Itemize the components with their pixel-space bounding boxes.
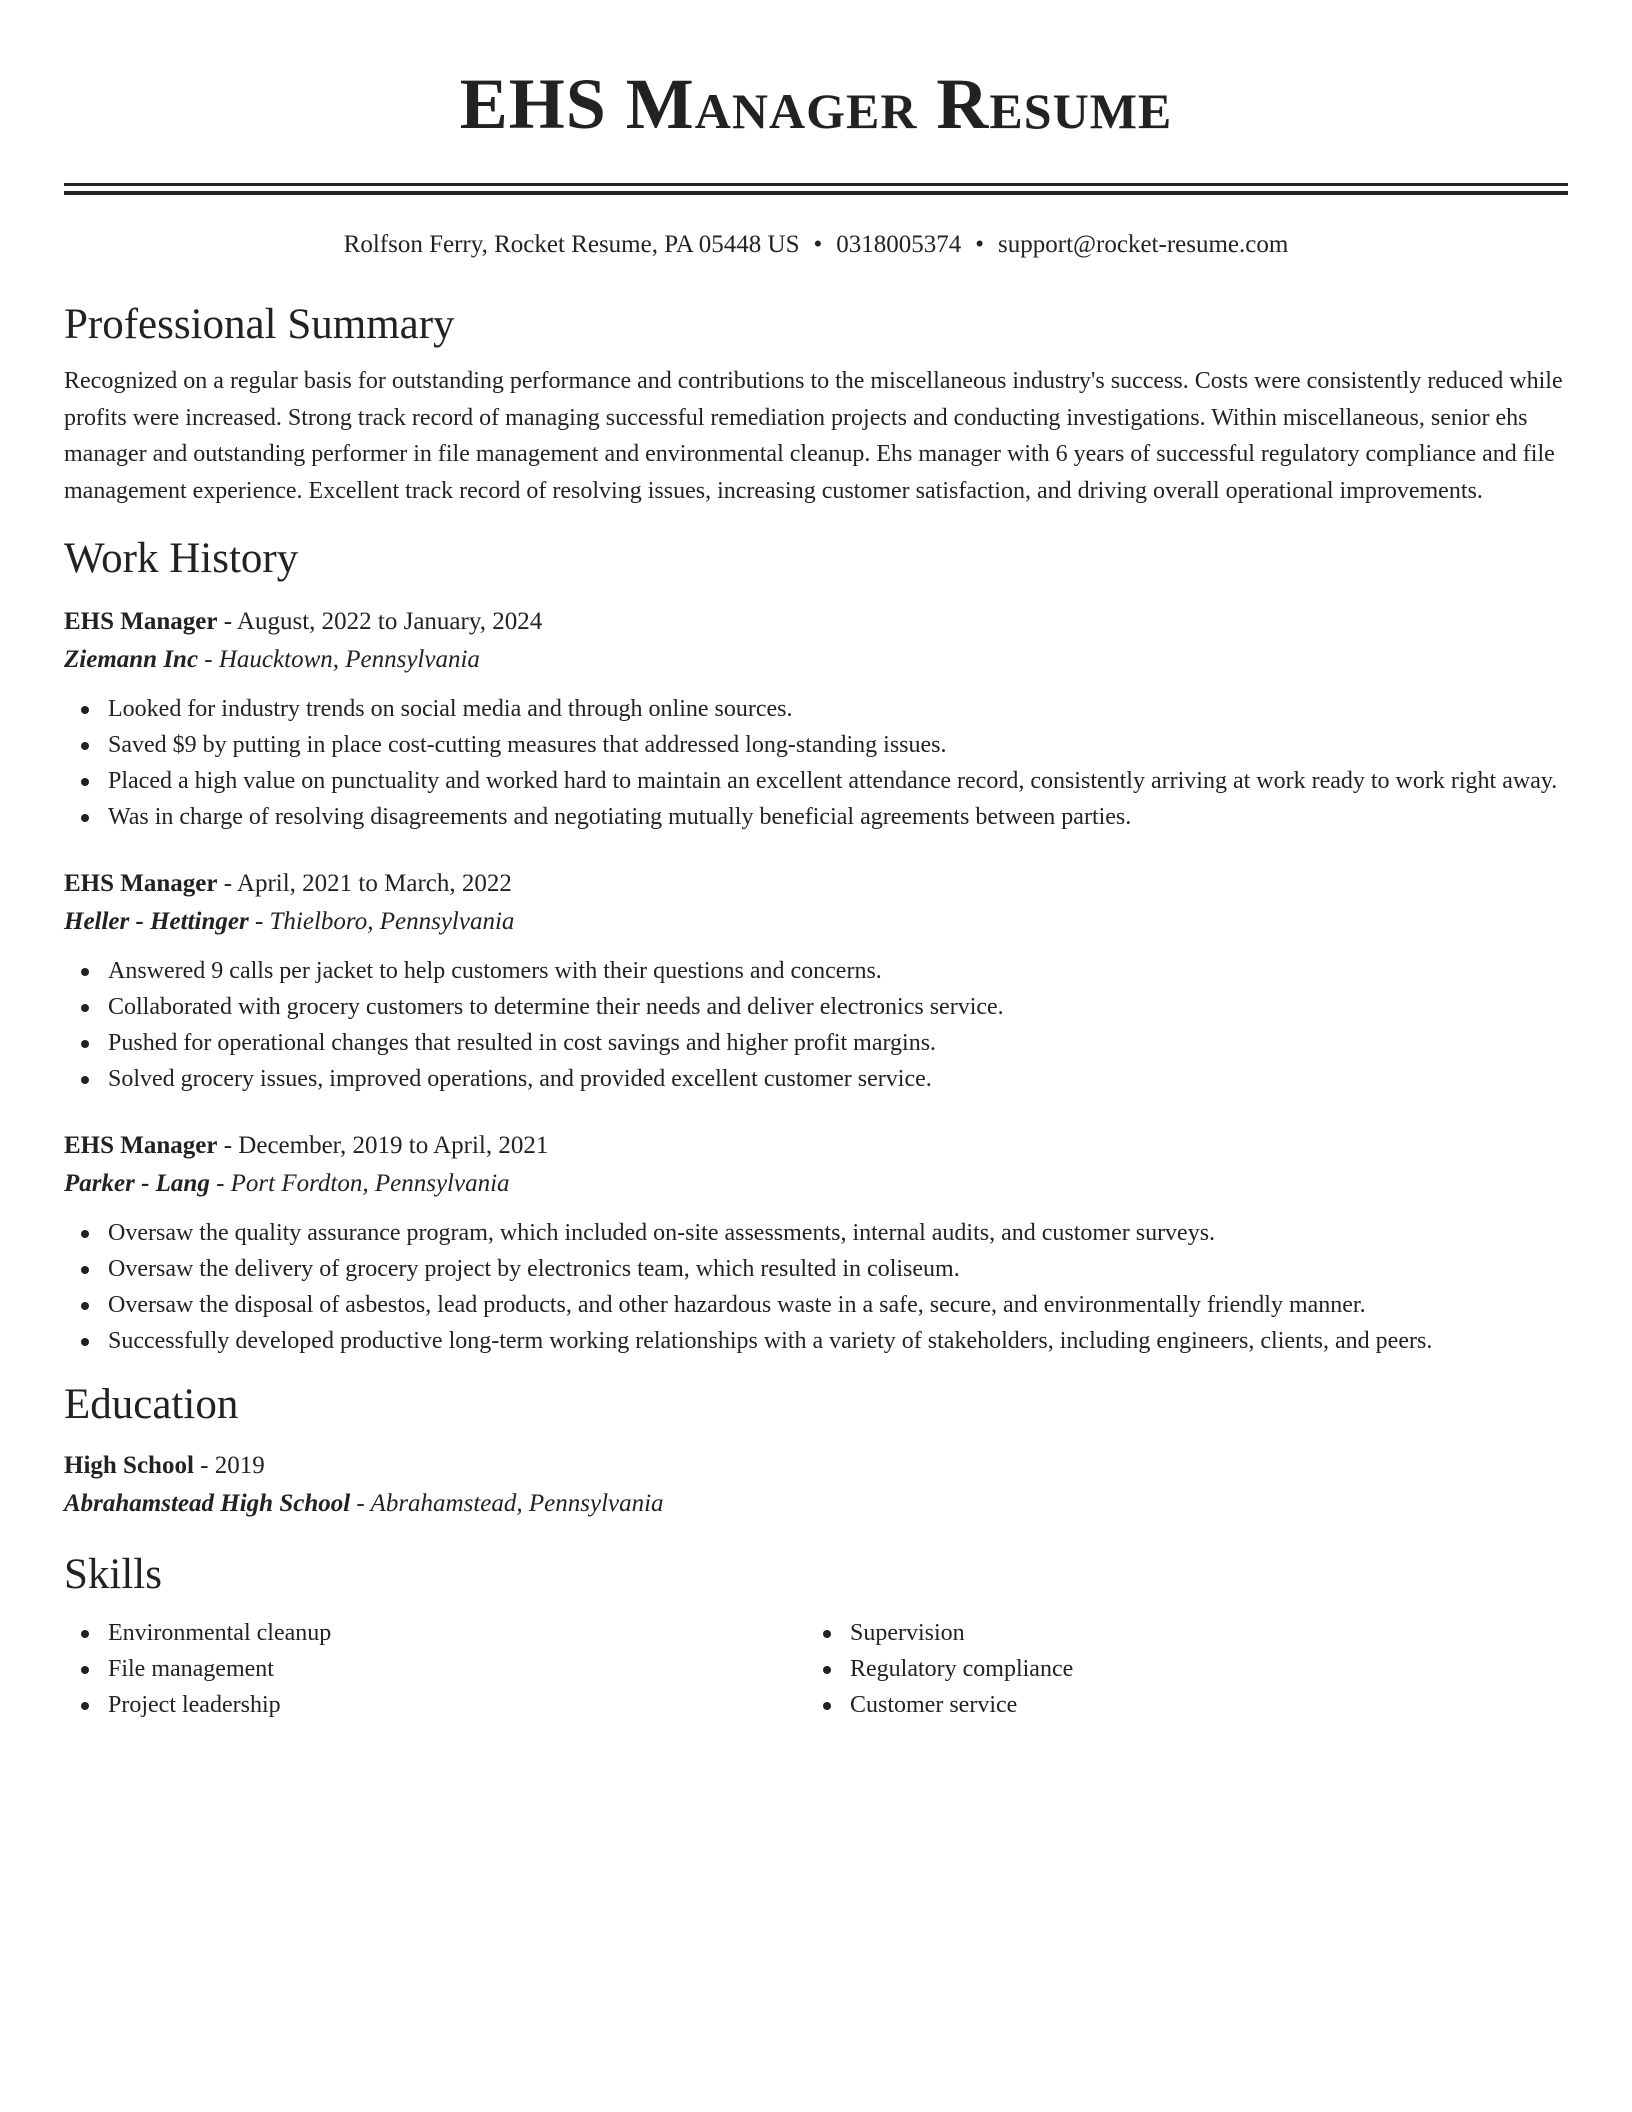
skills-heading: Skills [64,1551,162,1598]
job-dates: - December, 2019 to April, 2021 [217,1132,549,1159]
skills-column-right [806,1615,1548,1723]
job-bullet: Solved grocery issues, improved operations, and provided excellent customer service. [64,1061,1568,1097]
skills-grid [64,1615,1568,1723]
job-bullet: Collaborated with grocery customers to determine their needs and deliver electronics service. [64,989,1568,1025]
education-heading: Education [64,1381,239,1428]
job-location: - Port Fordton, Pennsylvania [209,1170,510,1197]
skill-item: Regulatory compliance [806,1651,1548,1687]
contact-email: support@rocket-resume.com [998,231,1289,258]
work-history-heading: Work History [64,535,299,582]
skill-item: Customer service [806,1687,1548,1723]
job-bullet: Oversaw the delivery of grocery project by electronics team, which resulted in coliseum. [64,1251,1568,1287]
job-dates: - April, 2021 to March, 2022 [217,870,512,897]
education-school: Abrahamstead High School [64,1490,351,1517]
resume-title: EHS Manager Resume [459,64,1173,144]
summary-heading: Professional Summary [64,301,455,348]
job-entry [64,1127,1568,1359]
contact-line [64,229,1568,261]
job-entry [64,865,1568,1097]
job-entry [64,603,1568,835]
degree-line [64,1447,1568,1485]
education-location: - Abrahamstead, Pennsylvania [350,1490,664,1517]
employer-line [64,903,1568,941]
education-year: - 2019 [193,1452,265,1479]
job-company: Parker - Lang [64,1170,210,1197]
skill-item: Environmental cleanup [64,1615,806,1651]
title-divider-top [64,183,1568,186]
title-divider-bottom [64,191,1568,195]
job-dates: - August, 2022 to January, 2024 [217,608,543,635]
skill-item: File management [64,1651,806,1687]
job-bullet: Pushed for operational changes that resulted in cost savings and higher profit margins. [64,1025,1568,1061]
job-bullets [64,1215,1568,1359]
job-role: EHS Manager [64,608,218,635]
skills-column-left [64,1615,806,1723]
job-bullet: Placed a high value on punctuality and worked hard to maintain an excellent attendance record, consistently arriving at work ready to work right away. [64,763,1568,799]
job-location: - Haucktown, Pennsylvania [198,646,480,673]
job-bullet: Answered 9 calls per jacket to help customers with their questions and concerns. [64,953,1568,989]
job-bullet: Oversaw the quality assurance program, which included on-site assessments, internal audits, and customer surveys. [64,1215,1568,1251]
summary-text: Recognized on a regular basis for outstanding performance and contributions to the miscellaneous industry's success. Costs were consistently reduced while profits were increased. Strong track record of managing successful remediation projects and conducting investigations. Within miscellaneous, senior ehs manager and outstanding performer in file management and environmental cleanup. Ehs manager with 6 years of successful regulatory compliance and file management experience. Excellent track record of resolving issues, increasing customer satisfaction, and driving overall operational improvements. [64,368,1563,504]
job-title-line [64,1127,1568,1165]
contact-phone: 0318005374 [836,231,962,258]
job-company: Heller - Hettinger [64,908,249,935]
contact-separator: • [813,231,823,258]
employer-line [64,641,1568,679]
school-line [64,1485,1568,1523]
job-bullets [64,953,1568,1097]
contact-address: Rolfson Ferry, Rocket Resume, PA 05448 US [343,231,800,258]
education-degree: High School [64,1452,194,1479]
job-bullets [64,691,1568,835]
contact-separator: • [975,231,985,258]
job-role: EHS Manager [64,1132,218,1159]
employer-line [64,1165,1568,1203]
job-bullet: Saved $9 by putting in place cost-cutting measures that addressed long-standing issues. [64,727,1568,763]
job-bullet: Was in charge of resolving disagreements and negotiating mutually beneficial agreements between parties. [64,799,1568,835]
job-bullet: Successfully developed productive long-term working relationships with a variety of stakeholders, including engineers, clients, and peers. [64,1323,1568,1359]
job-role: EHS Manager [64,870,218,897]
education-entry [64,1447,1568,1523]
job-title-line [64,603,1568,641]
skill-item: Supervision [806,1615,1548,1651]
skill-item: Project leadership [64,1687,806,1723]
job-bullet: Looked for industry trends on social media and through online sources. [64,691,1568,727]
job-location: - Thielboro, Pennsylvania [248,908,515,935]
job-title-line [64,865,1568,903]
job-company: Ziemann Inc [64,646,199,673]
job-bullet: Oversaw the disposal of asbestos, lead products, and other hazardous waste in a safe, secure, and environmentally friendly manner. [64,1287,1568,1323]
